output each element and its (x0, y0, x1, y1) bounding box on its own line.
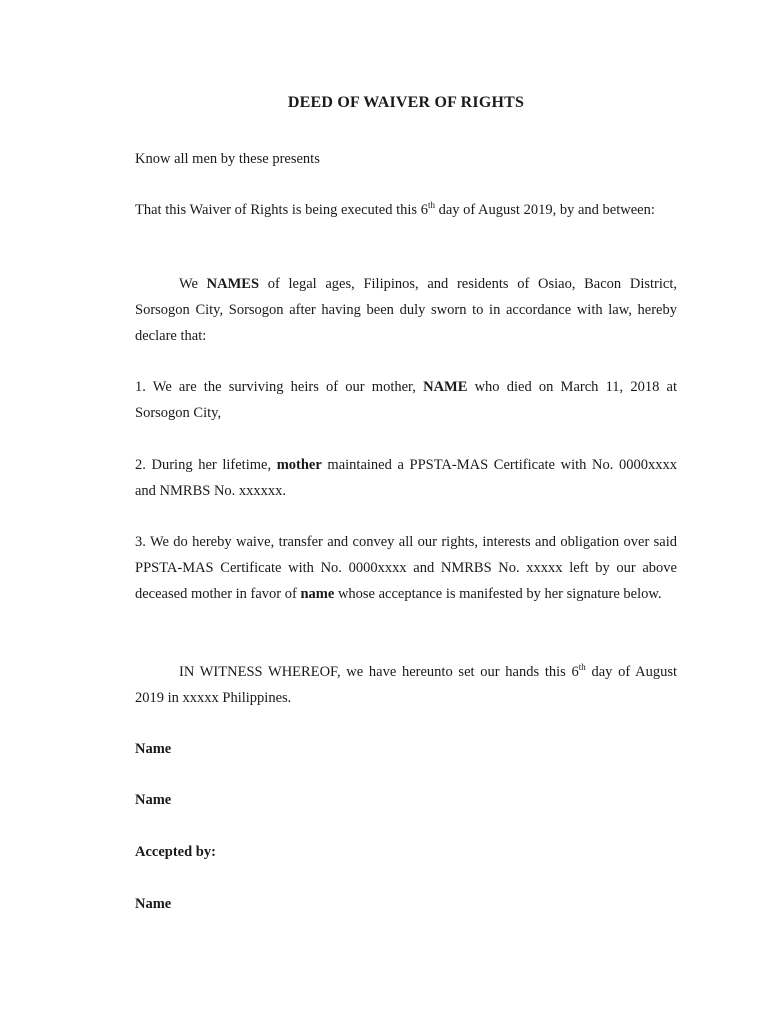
item-2-mother-placeholder: mother (276, 457, 322, 473)
item-1-text-after: who died on March 11, 2018 at Sorsogon City, (135, 379, 677, 421)
declaration-paragraph (135, 271, 677, 349)
item-1-name-placeholder: NAME (423, 379, 468, 395)
witness-paragraph (135, 659, 677, 711)
signatory-name-2: Name (135, 792, 172, 808)
item-3-paragraph (135, 529, 677, 607)
item-2-text-before: 2. During her lifetime, (135, 457, 277, 473)
signatory-name-1: Name (135, 741, 172, 757)
witness-text-after: day of August 2019 in xxxxx Philippines. (135, 664, 678, 706)
item-2-text-after: maintained a PPSTA-MAS Certificate with No. 0000xxxx and NMRBS No. xxxxxx. (135, 457, 677, 499)
item-2-paragraph (135, 452, 677, 504)
witness-text-before: IN WITNESS WHEREOF, we have hereunto set our hands this 6 (179, 664, 579, 680)
item-3-text-before: 3. We do hereby waive, transfer and convey all our rights, interests and obligation over said PPSTA-MAS Certificate with No. 0000xxxx and NMRBS No. xxxxx left by our above deceased mother in favor of (135, 534, 677, 602)
execution-paragraph (135, 197, 680, 223)
declaration-text-after: of legal ages, Filipinos, and residents of Osiao, Bacon District, Sorsogon City, Sorsogon after having been duly sworn to in accordance with law, hereby declare that: (135, 276, 677, 344)
item-3-text-after: whose acceptance is manifested by her signature below. (334, 586, 662, 602)
item-3-name-placeholder: name (300, 586, 335, 602)
item-1-paragraph (135, 374, 677, 426)
execution-ordinal-suffix: th (427, 200, 435, 211)
item-1-text-before: 1. We are the surviving heirs of our mother, (135, 379, 424, 395)
accepted-by-label: Accepted by: (135, 844, 216, 860)
acceptor-name: Name (135, 896, 172, 912)
declaration-names-placeholder: NAMES (206, 276, 260, 292)
witness-ordinal-suffix: th (578, 662, 586, 673)
execution-text-before: That this Waiver of Rights is being executed this 6 (135, 202, 428, 218)
execution-text-after: day of August 2019, by and between: (434, 202, 655, 218)
document-title: DEED OF WAIVER OF RIGHTS (287, 94, 525, 111)
declaration-text-before: We (179, 276, 207, 292)
intro-line: Know all men by these presents (135, 151, 320, 167)
